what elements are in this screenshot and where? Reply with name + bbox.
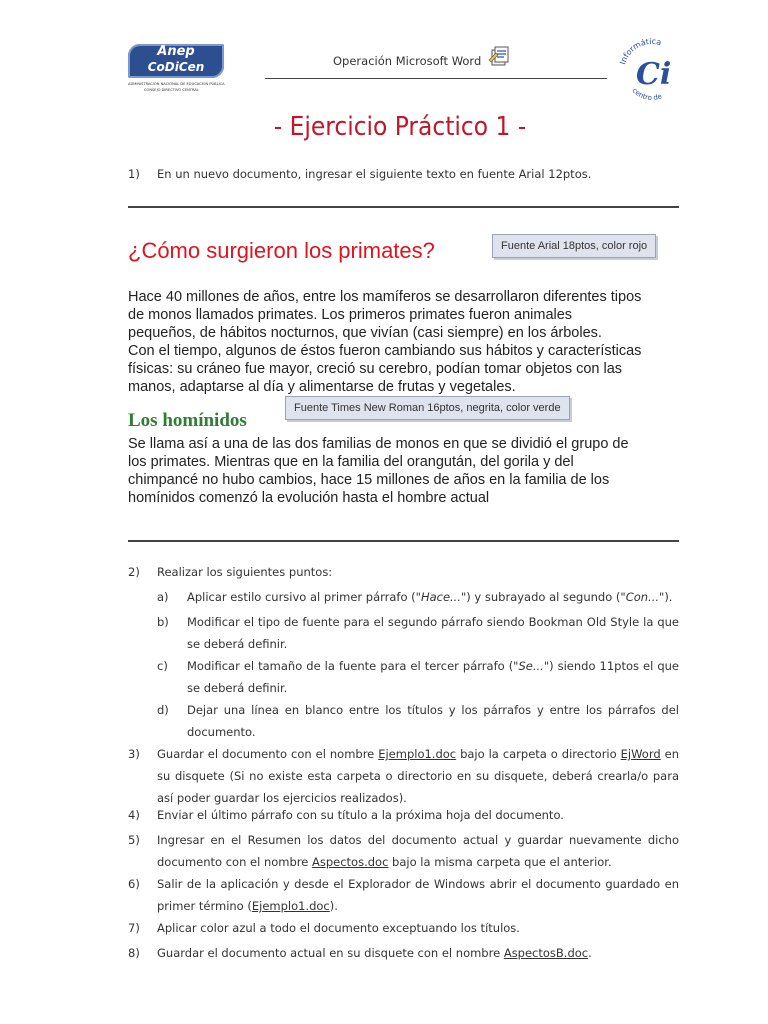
p1-line: de monos llamados primates. Los primeros primates fueron animales [128,307,573,323]
step-8-pre: Guardar el documento actual en su disquete con el nombre [157,946,504,960]
step-2a-text [187,586,679,608]
p1-line: físicas: su cráneo fue mayor, creció su cerebro, podían tomar objetos con las [128,361,623,377]
header-rule [265,78,607,79]
logo-caption2: CONSEJO DIRECTIVO CENTRAL [144,88,199,92]
step-5-text [157,829,679,873]
step-1-number: 1) [128,167,140,181]
step-2d-number: d) [157,703,169,717]
svg-text:centro de: centro de [630,86,664,103]
step-8-number: 8) [128,946,140,960]
step-4-text: Enviar el último párrafo con su título a la próxima hoja del documento. [157,808,564,822]
p2-line: chimpancé no hubo cambios, hace 15 millones de años en la familia de los [128,472,610,488]
logo-line2: CoDiCen [147,60,205,74]
step-5-pre: Ingresar en el Resumen los datos del documento actual y guardar nuevamente dicho documento con el nombre [157,833,679,869]
step-7-number: 7) [128,921,140,935]
step-2b-text: Modificar el tipo de fuente para el segundo párrafo siendo Bookman Old Style la que se deberá definir. [187,615,679,651]
step-6-text [157,873,679,917]
step-2a-pre: Aplicar estilo cursivo al primer párrafo (" [187,590,421,604]
step-3-number: 3) [128,747,140,761]
step-6-filename: Ejemplo1.doc [251,899,330,913]
section-rule-top [128,206,679,208]
step-2a-post: "). [659,590,673,604]
step-3-mid: bajo la carpeta o directorio [456,747,621,761]
step-7-text: Aplicar color azul a todo el documento exceptuando los títulos. [157,921,520,935]
anep-codicen-logo [128,40,228,104]
step-2-text: Realizar los siguientes puntos: [157,565,333,579]
callout-font-times: Fuente Times New Roman 16ptos, negrita, color verde [285,396,570,420]
step-5-number: 5) [128,833,140,847]
sample-paragraph-1 [128,288,688,396]
step-2a-em2: Con... [625,590,660,604]
word-document-icon [487,44,511,68]
step-2a-em: Hace... [420,590,461,604]
section-rule-bottom [128,540,679,542]
logo-caption1: ADMINISTRACIÓN NACIONAL DE EDUCACIÓN PÚBLICA [128,82,225,86]
step-2c-text [187,655,679,699]
svg-text:Informática: Informática [618,36,663,66]
p1-line: pequeños, de hábitos nocturnos, que vivían (casi siempre) en los árboles. [128,325,602,341]
step-2b-number: b) [157,615,169,629]
logo-line1: Anep [157,44,195,59]
step-2d-text: Dejar una línea en blanco entre los títulos y los párrafos y entre los párrafos del documento. [187,703,679,739]
step-2-number: 2) [128,565,140,579]
step-2c-post: ") siendo 11ptos el que se deberá definir. [187,659,679,695]
step-4-number: 4) [128,808,140,822]
p2-line: Se llama así a una de las dos familias de monos en que se dividió el grupo de [128,436,629,452]
step-5-filename: Aspectos.doc [311,855,389,869]
step-1-text: En un nuevo documento, ingresar el siguiente texto en fuente Arial 12ptos. [157,167,592,181]
step-8-text [157,942,679,964]
step-8-post: . [588,946,592,960]
step-3-pre: Guardar el documento con el nombre [157,747,379,761]
sample-subtitle: Los homínidos [128,410,247,431]
p1-line: manos, adaptarse al día y alimentarse de frutas y vegetales. [128,379,516,395]
step-2c-em: Se... [518,659,544,673]
step-3-post: en su disquete (Si no existe esta carpeta o directorio en su disquete, deberá crearla/o para así poder guardar los ejercicios realizados). [157,747,679,805]
sample-title: ¿Cómo surgieron los primates? [128,238,435,263]
step-3-filename: Ejemplo1.doc [378,747,457,761]
step-2c-pre: Modificar el tamaño de la fuente para el tercer párrafo (" [187,659,519,673]
header-title: Operación Microsoft Word [333,54,482,68]
p2-line: homínidos comenzó la evolución hasta el hombre actual [128,490,490,506]
step-2a-number: a) [157,590,169,604]
centro-informatica-logo [612,30,692,110]
p1-line: Con el tiempo, algunos de éstos fueron cambiando sus hábitos y características [128,343,642,359]
callout-font-arial: Fuente Arial 18ptos, color rojo [492,234,656,258]
step-6-post: ). [329,899,338,913]
step-2a-mid: ") y subrayado al segundo (" [461,590,626,604]
step-5-post: bajo la misma carpeta que el anterior. [388,855,612,869]
step-6-pre: Salir de la aplicación y desde el Explorador de Windows abrir el documento guardado en primer término ( [157,877,679,913]
step-8-filename: AspectosB.doc [503,946,589,960]
step-3-text [157,743,679,809]
svg-text:Ci: Ci [636,57,672,92]
step-3-dirname: EjWord [620,747,661,761]
p2-line: los primates. Mientras que en la familia del orangután, del gorila y del [128,454,574,470]
p1-line: Hace 40 millones de años, entre los mamíferos se desarrollaron diferentes tipos [128,289,642,305]
step-6-number: 6) [128,877,140,891]
step-2c-number: c) [157,659,168,673]
sample-paragraph-2 [128,435,688,507]
page-title: - Ejercicio Práctico 1 - [273,112,527,142]
